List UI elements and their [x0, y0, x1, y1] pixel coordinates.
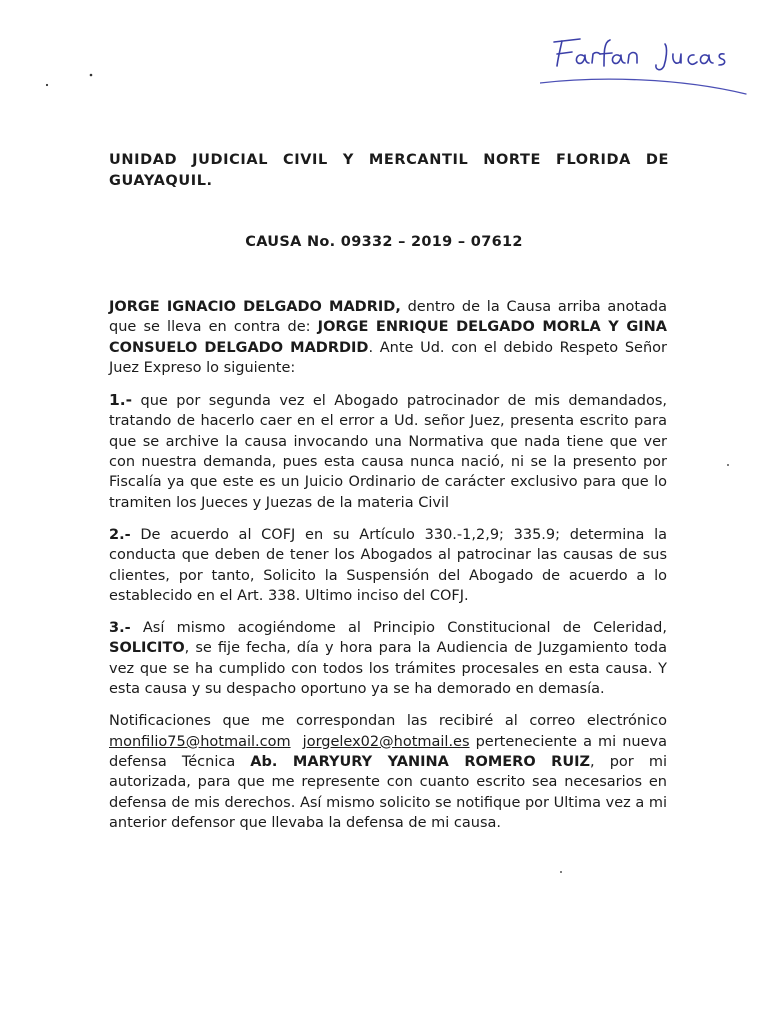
email-link-2[interactable]: jorgelex02@hotmail.es: [302, 733, 470, 750]
lawyer-name: Ab. MARYURY YANINA ROMERO RUIZ: [250, 753, 591, 770]
point-3-number: 3.-: [109, 620, 131, 637]
point-3-text-1: Así mismo acogiéndome al Principio Constitucional de Celeridad,: [130, 620, 667, 637]
case-number: CAUSA No. 09332 – 2019 – 07612: [245, 234, 523, 250]
handwritten-signature: [540, 30, 750, 100]
intro-text-2: . Ante Ud. con el debido Respeto Señor Juez Expreso lo siguiente:: [109, 339, 667, 376]
point-2-text: De acuerdo al COFJ en su Artículo 330.-1,2,9; 335.9; determina la conducta que deben de tener los Abogados al patrocinar las causas de sus clientes, por tanto, Solicito la Suspensión del Abogado de acuerdo a lo establecido en el Art. 338. Ultimo inciso del COFJ.: [109, 526, 667, 604]
notifications-text-2: perteneciente a mi nueva defensa Técnica: [109, 733, 668, 770]
notifications-text-1: Notificaciones que me correspondan las recibiré al correo electrónico: [109, 713, 667, 730]
point-3-text-2: , se fije fecha, día y hora para la Audiencia de Juzgamiento toda vez que se ha cumplido con todos los trámites procesales en esta causa. Y esta causa y su despacho oportuno ya se ha demorado en demasía.: [109, 640, 667, 698]
point-1-number: 1.-: [109, 391, 133, 410]
defendants-names: JORGE ENRIQUE DELGADO MORLA Y GINA CONSUELO DELGADO MADRDID: [109, 319, 667, 356]
point-3-paragraph: [109, 618, 667, 699]
document-body: [109, 297, 667, 845]
point-1-text: que por segunda vez el Abogado patrocinador de mis demandados, tratando de hacerlo caer en el error a Ud. señor Juez, presenta escrito para que se archive la causa invocando una Normativa que nada tiene que ver con nuestra demanda, pues esta causa nunca nació, ni se la presento por Fiscalía ya que este es un Juicio Ordinario de carácter exclusivo para que lo tramiten los Jueces y Juezas de la materia Civil: [109, 393, 667, 511]
intro-paragraph: [109, 297, 667, 378]
point-2-paragraph: [109, 525, 667, 606]
plaintiff-name: JORGE IGNACIO DELGADO MADRID,: [109, 299, 401, 315]
notifications-paragraph: [109, 711, 667, 833]
point-2-number: 2.-: [109, 526, 131, 543]
court-header: UNIDAD JUDICIAL CIVIL Y MERCANTIL NORTE FLORIDA DE GUAYAQUIL.: [109, 152, 669, 189]
point-1-paragraph: [109, 390, 667, 513]
solicito-word: SOLICITO: [109, 640, 185, 657]
intro-text-1: dentro de la Causa arriba anotada que se lleva en contra de:: [109, 299, 667, 336]
notifications-text-3: , por mi autorizada, para que me represente con cuanto escrito sea necesarios en defensa de mis derechos. Así mismo solicito se notifique por Ultima vez a mi anterior defensor que llevaba la defensa de mi causa.: [109, 753, 667, 831]
email-link-1[interactable]: monfilio75@hotmail.com: [109, 733, 291, 750]
